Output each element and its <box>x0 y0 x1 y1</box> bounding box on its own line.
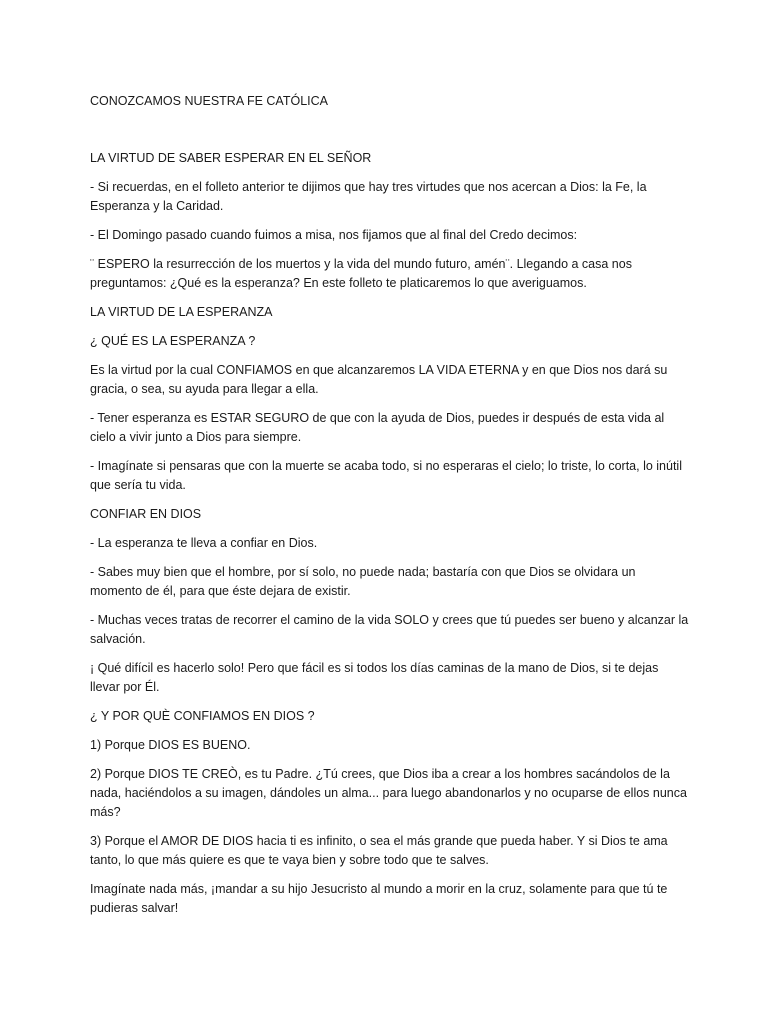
paragraph: Imagínate nada más, ¡mandar a su hijo Jesucristo al mundo a morir en la cruz, solamente para que tú te pudieras salvar! <box>90 882 668 915</box>
paragraph: - La esperanza te lleva a confiar en Dios. <box>90 536 318 550</box>
list-item: 3) Porque el AMOR DE DIOS hacia ti es infinito, o sea el más grande que pueda haber. Y si Dios te ama tanto, lo que más quiere es que te vaya bien y sobre todo que te salves. <box>90 834 668 867</box>
section-heading: ¿ Y POR QUÈ CONFIAMOS EN DIOS ? <box>90 709 315 723</box>
paragraph: ¡ Qué difícil es hacerlo solo! Pero que fácil es si todos los días caminas de la mano de Dios, si te dejas llevar por Él. <box>90 661 659 694</box>
paragraph: Es la virtud por la cual CONFIAMOS en que alcanzaremos LA VIDA ETERNA y en que Dios nos dará su gracia, o sea, su ayuda para llegar a ella. <box>90 363 668 396</box>
paragraph: ¨ ESPERO la resurrección de los muertos y la vida del mundo futuro, amén¨. Llegando a casa nos preguntamos: ¿Qué es la esperanza? En este folleto te platicaremos lo que averiguamos. <box>90 257 632 290</box>
paragraph: - Muchas veces tratas de recorrer el camino de la vida SOLO y crees que tú puedes ser bueno y alcanzar la salvación. <box>90 613 689 646</box>
section-heading: LA VIRTUD DE SABER ESPERAR EN EL SEÑOR <box>90 151 372 165</box>
paragraph: - El Domingo pasado cuando fuimos a misa, nos fijamos que al final del Credo decimos: <box>90 228 578 242</box>
document-page <box>90 92 690 928</box>
paragraph: - Imagínate si pensaras que con la muerte se acaba todo, si no esperaras el cielo; lo triste, lo corta, lo inútil que sería tu vida. <box>90 459 682 492</box>
paragraph: - Sabes muy bien que el hombre, por sí solo, no puede nada; bastaría con que Dios se olvidara un momento de él, para que éste dejara de existir. <box>90 565 636 598</box>
document-title: CONOZCAMOS NUESTRA FE CATÓLICA <box>90 94 328 108</box>
section-heading: CONFIAR EN DIOS <box>90 507 202 521</box>
list-item: 1) Porque DIOS ES BUENO. <box>90 738 251 752</box>
section-heading: ¿ QUÉ ES LA ESPERANZA ? <box>90 334 256 348</box>
paragraph: - Si recuerdas, en el folleto anterior te dijimos que hay tres virtudes que nos acercan a Dios: la Fe, la Esperanza y la Caridad. <box>90 180 647 213</box>
paragraph: - Tener esperanza es ESTAR SEGURO de que con la ayuda de Dios, puedes ir después de esta vida al cielo a vivir junto a Dios para siempre. <box>90 411 665 444</box>
list-item: 2) Porque DIOS TE CREÒ, es tu Padre. ¿Tú crees, que Dios iba a crear a los hombres sacándolos de la nada, haciéndolos a su imagen, dándoles un alma... para luego abandonarlos y no ocuparse de ellos nunca más? <box>90 767 687 819</box>
section-heading: LA VIRTUD DE LA ESPERANZA <box>90 305 273 319</box>
